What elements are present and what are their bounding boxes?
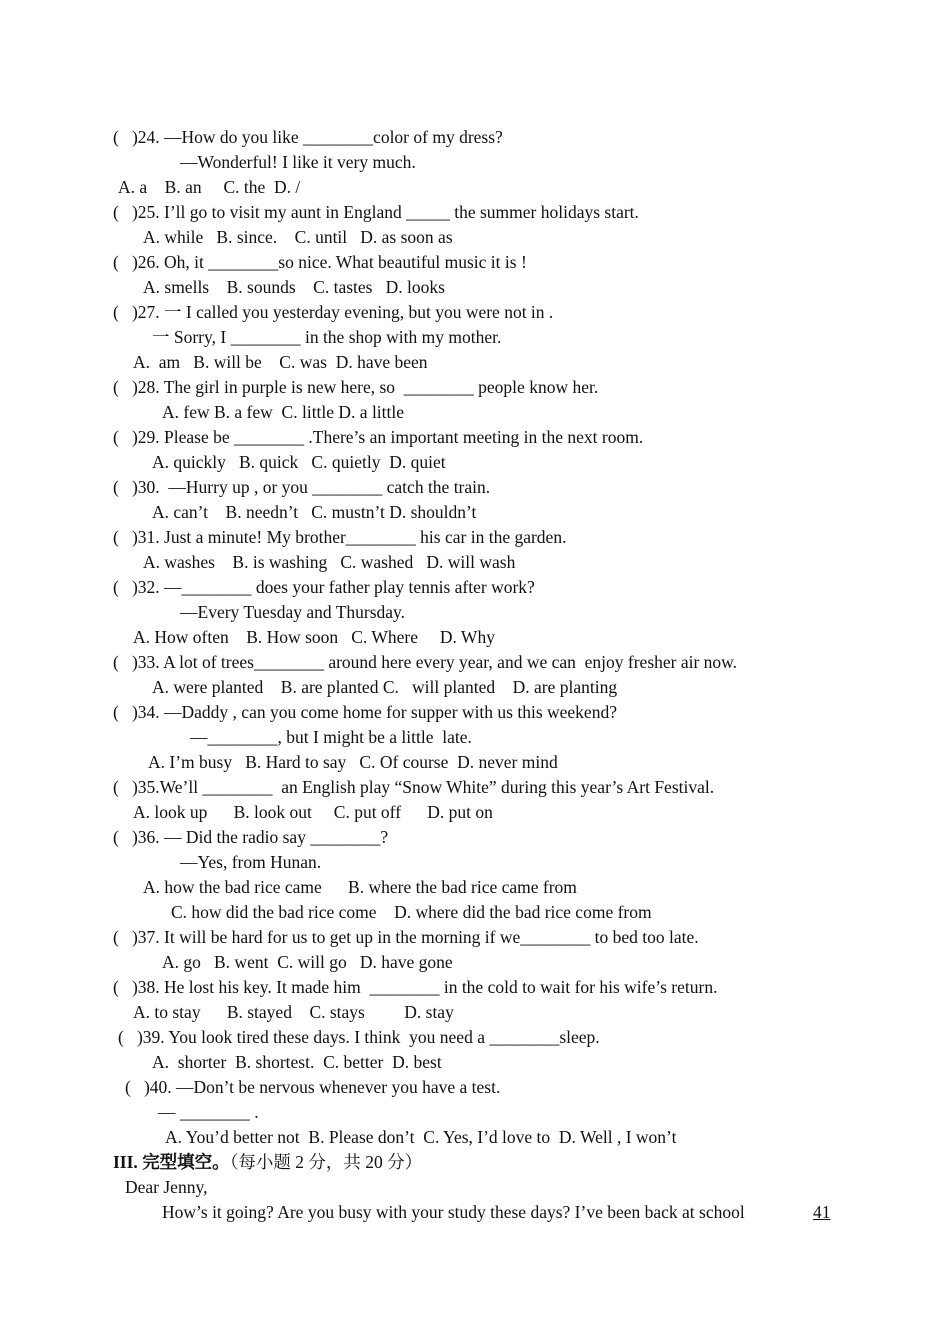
question-30: ( )30. —Hurry up , or you ________ catch the train. [113, 477, 491, 497]
options-line: C. how did the bad rice come D. where did the bad rice come from [171, 902, 652, 922]
options-line: A. go B. went C. will go D. have gone [162, 952, 453, 972]
question-36: ( )36. — Did the radio say ________? [113, 827, 389, 847]
options-line: A. look up B. look out C. put off D. put on [133, 802, 493, 822]
question-37: ( )37. It will be hard for us to get up in the morning if we________ to bed too late. [113, 927, 699, 947]
options-line: A. smells B. sounds C. tastes D. looks [143, 277, 445, 297]
question-26: ( )26. Oh, it ________so nice. What beautiful music it is ! [113, 252, 527, 272]
question-25: ( )25. I’ll go to visit my aunt in England _____ the summer holidays start. [113, 202, 639, 222]
question-39: ( )39. You look tired these days. I think you need a ________sleep. [118, 1027, 600, 1047]
question-33: ( )33. A lot of trees________ around here every year, and we can enjoy fresher air now. [113, 652, 738, 672]
question-31: ( )31. Just a minute! My brother________ his car in the garden. [113, 527, 567, 547]
options-line: A. how the bad rice came B. where the bad rice came from [143, 877, 577, 897]
options-line: A. am B. will be C. was D. have been [133, 352, 428, 372]
question-34: ( )34. —Daddy , can you come home for supper with us this weekend? [113, 702, 617, 722]
blank-41: 41 [813, 1202, 831, 1222]
options-line: A. shorter B. shortest. C. better D. best [152, 1052, 442, 1072]
options-line: A. few B. a few C. little D. a little [162, 402, 405, 422]
dialogue-line: —Every Tuesday and Thursday. [180, 602, 406, 622]
options-line: A. to stay B. stayed C. stays D. stay [133, 1002, 454, 1022]
options-line: A. I’m busy B. Hard to say C. Of course D. never mind [148, 752, 558, 772]
question-28: ( )28. The girl in purple is new here, so ________ people know her. [113, 377, 599, 397]
dialogue-line: — ________ . [158, 1102, 259, 1122]
options-line: A. How often B. How soon C. Where D. Why [133, 627, 495, 647]
question-38: ( )38. He lost his key. It made him ________ in the cold to wait for his wife’s return. [113, 977, 718, 997]
dialogue-line: —Wonderful! I like it very much. [180, 152, 416, 172]
question-35: ( )35.We’ll ________ an English play “Snow White” during this year’s Art Festival. [113, 777, 715, 797]
question-40: ( )40. —Don’t be nervous whenever you have a test. [125, 1077, 501, 1097]
question-29: ( )29. Please be ________ .There’s an important meeting in the next room. [113, 427, 644, 447]
options-line: A. quickly B. quick C. quietly D. quiet [152, 452, 446, 472]
letter-greeting: Dear Jenny, [125, 1177, 208, 1197]
section-number: III. [113, 1152, 138, 1172]
options-line: A. were planted B. are planted C. will planted D. are planting [152, 677, 618, 697]
dialogue-line: —________, but I might be a little late. [190, 727, 472, 747]
question-24: ( )24. —How do you like ________color of my dress? [113, 127, 503, 147]
options-line: A. a B. an C. the D. / [118, 177, 301, 197]
question-27: ( )27. 一 I called you yesterday evening, but you were not in . [113, 302, 554, 322]
section-title: 完型填空。 [142, 1152, 230, 1172]
section-heading [113, 1151, 422, 1173]
letter-body: How’s it going? Are you busy with your study these days? I’ve been back at school [162, 1202, 745, 1222]
options-line: A. You’d better not B. Please don’t C. Yes, I’d love to D. Well , I won’t [165, 1127, 677, 1147]
options-line: A. washes B. is washing C. washed D. will wash [143, 552, 516, 572]
dialogue-line: —Yes, from Hunan. [180, 852, 322, 872]
options-line: A. can’t B. needn’t C. mustn’t D. shouldn’t [152, 502, 477, 522]
question-32: ( )32. —________ does your father play tennis after work? [113, 577, 535, 597]
options-line: A. while B. since. C. until D. as soon as [143, 227, 453, 247]
dialogue-line: 一 Sorry, I ________ in the shop with my mother. [152, 327, 502, 347]
section-note: （每小题 2 分，共 20 分） [229, 1152, 423, 1172]
